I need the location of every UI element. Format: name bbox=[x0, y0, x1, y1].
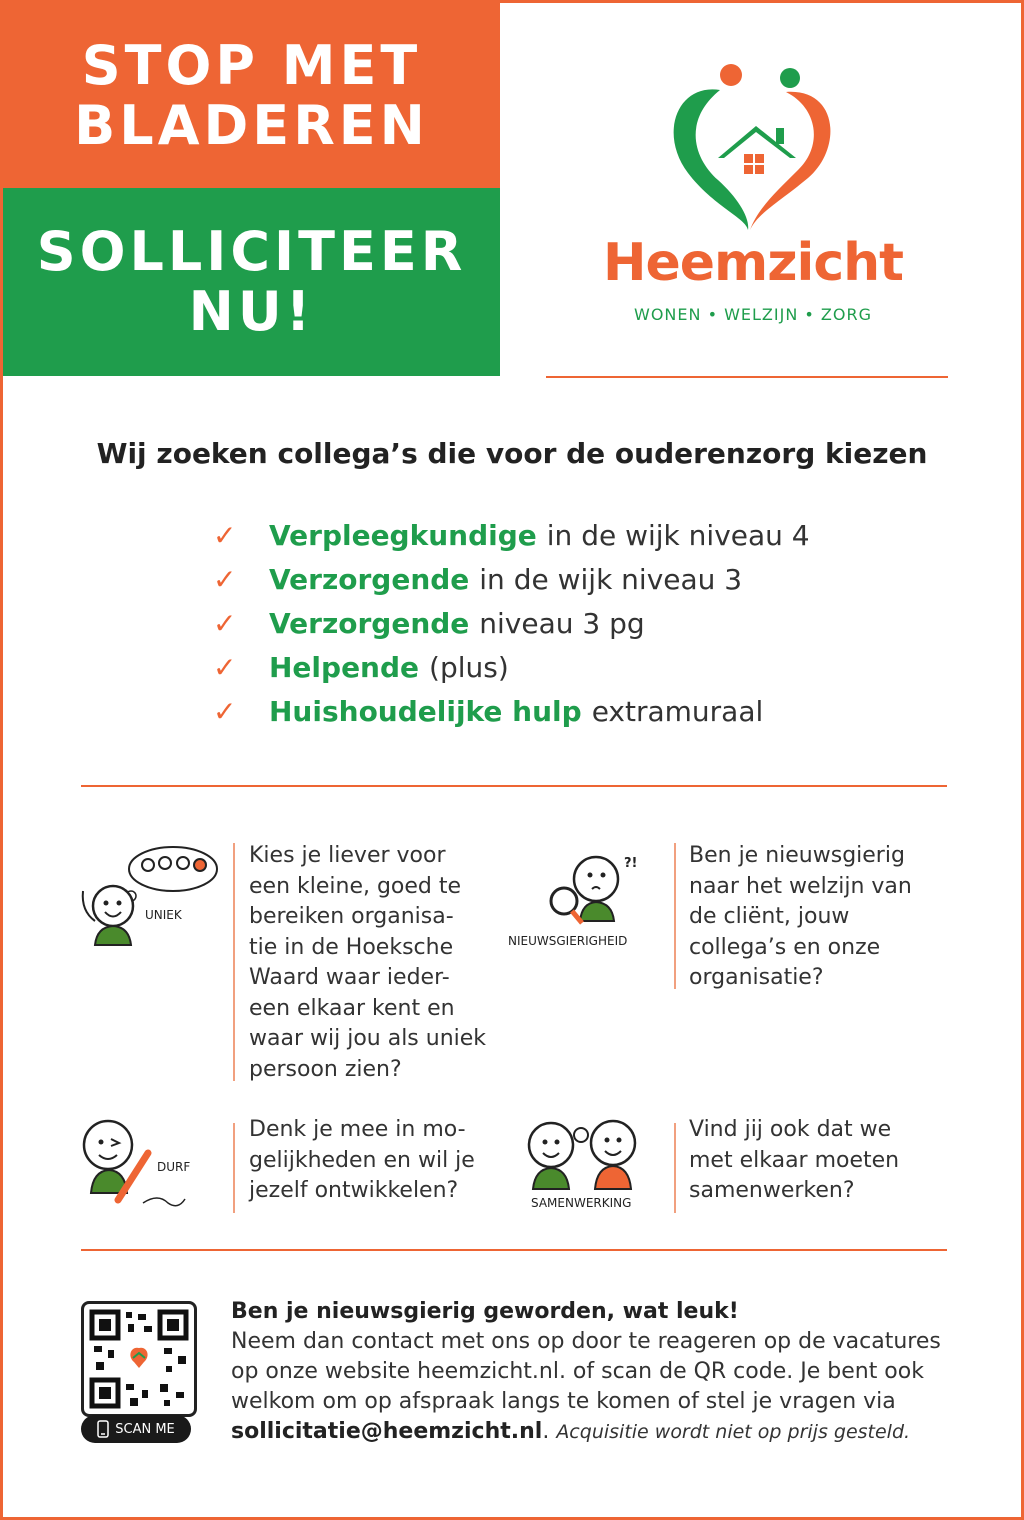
heart-house-icon bbox=[658, 58, 848, 233]
job-item bbox=[213, 513, 810, 557]
feature-label: UNIEK bbox=[145, 908, 182, 922]
contact-body-line: Neem dan contact met ons op door te reageren op de vacatures bbox=[231, 1329, 941, 1354]
job-title: Helpende bbox=[269, 650, 420, 684]
logo-tagline: WONEN • WELZIJN • ZORG bbox=[634, 305, 872, 324]
feature-line: Kies je liever voor bbox=[249, 843, 446, 868]
job-title: Verpleegkundige bbox=[269, 518, 537, 552]
job-list bbox=[213, 513, 810, 733]
job-detail: extramuraal bbox=[591, 694, 764, 728]
feature-line: Vind jij ook dat we bbox=[689, 1117, 892, 1142]
job-title: Huishoudelijke hulp bbox=[269, 694, 582, 728]
job-item bbox=[213, 689, 810, 733]
feature-line: Waard waar ieder- bbox=[249, 965, 450, 990]
feature-line: collega’s en onze bbox=[689, 934, 881, 960]
check-icon: ✓ bbox=[213, 606, 237, 640]
stop-banner bbox=[3, 3, 500, 188]
feature-line: persoon zien? bbox=[249, 1056, 402, 1082]
feature-line: een elkaar kent en bbox=[249, 995, 455, 1021]
feature-line: naar het welzijn van bbox=[689, 873, 912, 899]
feature-text bbox=[249, 841, 499, 1085]
acquisition-note: Acquisitie wordt niet op prijs gesteld. bbox=[556, 1421, 911, 1443]
contact-body-line: welkom om op afspraak langs te komen of stel je vragen via bbox=[231, 1389, 896, 1414]
feature-line: jezelf ontwikkelen? bbox=[249, 1178, 459, 1203]
feature-line: een kleine, goed te bbox=[249, 873, 462, 899]
feature-label: SAMENWERKING bbox=[531, 1196, 632, 1210]
feature-line: gelijkheden en wil je bbox=[249, 1147, 475, 1173]
divider-bottom bbox=[81, 1249, 947, 1251]
job-detail: in de wijk niveau 4 bbox=[546, 518, 810, 552]
durf-illustration-icon bbox=[73, 1115, 223, 1210]
apply-banner bbox=[3, 188, 500, 376]
contact-block bbox=[231, 1297, 971, 1447]
feature-line: samenwerken? bbox=[689, 1178, 855, 1203]
job-detail: (plus) bbox=[429, 650, 509, 684]
contact-email-line bbox=[231, 1417, 971, 1447]
feature-divider bbox=[674, 1123, 676, 1213]
job-item bbox=[213, 645, 810, 689]
feature-line: Ben je nieuwsgierig bbox=[689, 843, 905, 868]
feature-line: bereiken organisa- bbox=[249, 904, 454, 929]
uniek-illustration-icon bbox=[73, 841, 223, 951]
job-title: Verzorgende bbox=[269, 562, 470, 596]
scan-me-badge bbox=[81, 1415, 191, 1443]
feature-line: waar wij jou als uniek bbox=[249, 1026, 487, 1051]
svg-text:?!: ?! bbox=[624, 856, 638, 871]
check-icon: ✓ bbox=[213, 650, 237, 684]
feature-label: NIEUWSGIERIGHEID bbox=[508, 934, 628, 948]
logo-wordmark: Heemzicht bbox=[602, 233, 904, 293]
nieuwsgierigheid-illustration-icon bbox=[508, 841, 658, 951]
email-link[interactable]: sollicitatie@heemzicht.nl bbox=[231, 1419, 543, 1444]
feature-text bbox=[689, 1115, 949, 1207]
feature-line: met elkaar moeten bbox=[689, 1147, 900, 1173]
job-item bbox=[213, 557, 810, 601]
heemzicht-logo bbox=[563, 53, 943, 343]
check-icon: ✓ bbox=[213, 518, 237, 552]
job-title: Verzorgende bbox=[269, 606, 470, 640]
page-headline: Wij zoeken collega’s die voor de ouderenzorg kiezen bbox=[96, 437, 928, 470]
divider-top bbox=[546, 376, 948, 378]
phone-icon bbox=[97, 1420, 109, 1438]
feature-divider bbox=[233, 1123, 235, 1213]
job-detail: in de wijk niveau 3 bbox=[479, 562, 743, 596]
scan-me-label: SCAN ME bbox=[115, 1421, 175, 1437]
banner-line-1: STOP MET bbox=[81, 33, 422, 97]
email-period: . bbox=[542, 1419, 550, 1444]
contact-body-line: op onze website heemzicht.nl. of scan de QR code. Je bent ook bbox=[231, 1359, 924, 1384]
feature-divider bbox=[674, 843, 676, 989]
qr-code[interactable] bbox=[81, 1301, 197, 1417]
contact-title: Ben je nieuwsgierig geworden, wat leuk! bbox=[231, 1299, 739, 1324]
feature-line: organisatie? bbox=[689, 965, 824, 990]
feature-line: tie in de Hoeksche bbox=[249, 934, 454, 960]
feature-line: de cliënt, jouw bbox=[689, 904, 850, 929]
feature-text bbox=[249, 1115, 509, 1207]
job-item bbox=[213, 601, 810, 645]
feature-line: Denk je mee in mo- bbox=[249, 1117, 466, 1142]
job-detail: niveau 3 pg bbox=[479, 606, 645, 640]
banner-line-4: NU! bbox=[188, 280, 315, 343]
samenwerking-illustration-icon bbox=[521, 1115, 671, 1215]
check-icon: ✓ bbox=[213, 562, 237, 596]
feature-divider bbox=[233, 843, 235, 1081]
check-icon: ✓ bbox=[213, 694, 237, 728]
divider-middle bbox=[81, 785, 947, 787]
feature-label: DURF bbox=[157, 1160, 191, 1174]
banner-line-3: SOLLICITEER bbox=[36, 220, 467, 283]
banner-line-2: BLADEREN bbox=[74, 93, 429, 157]
qr-code-icon bbox=[84, 1304, 194, 1414]
feature-text bbox=[689, 841, 949, 994]
